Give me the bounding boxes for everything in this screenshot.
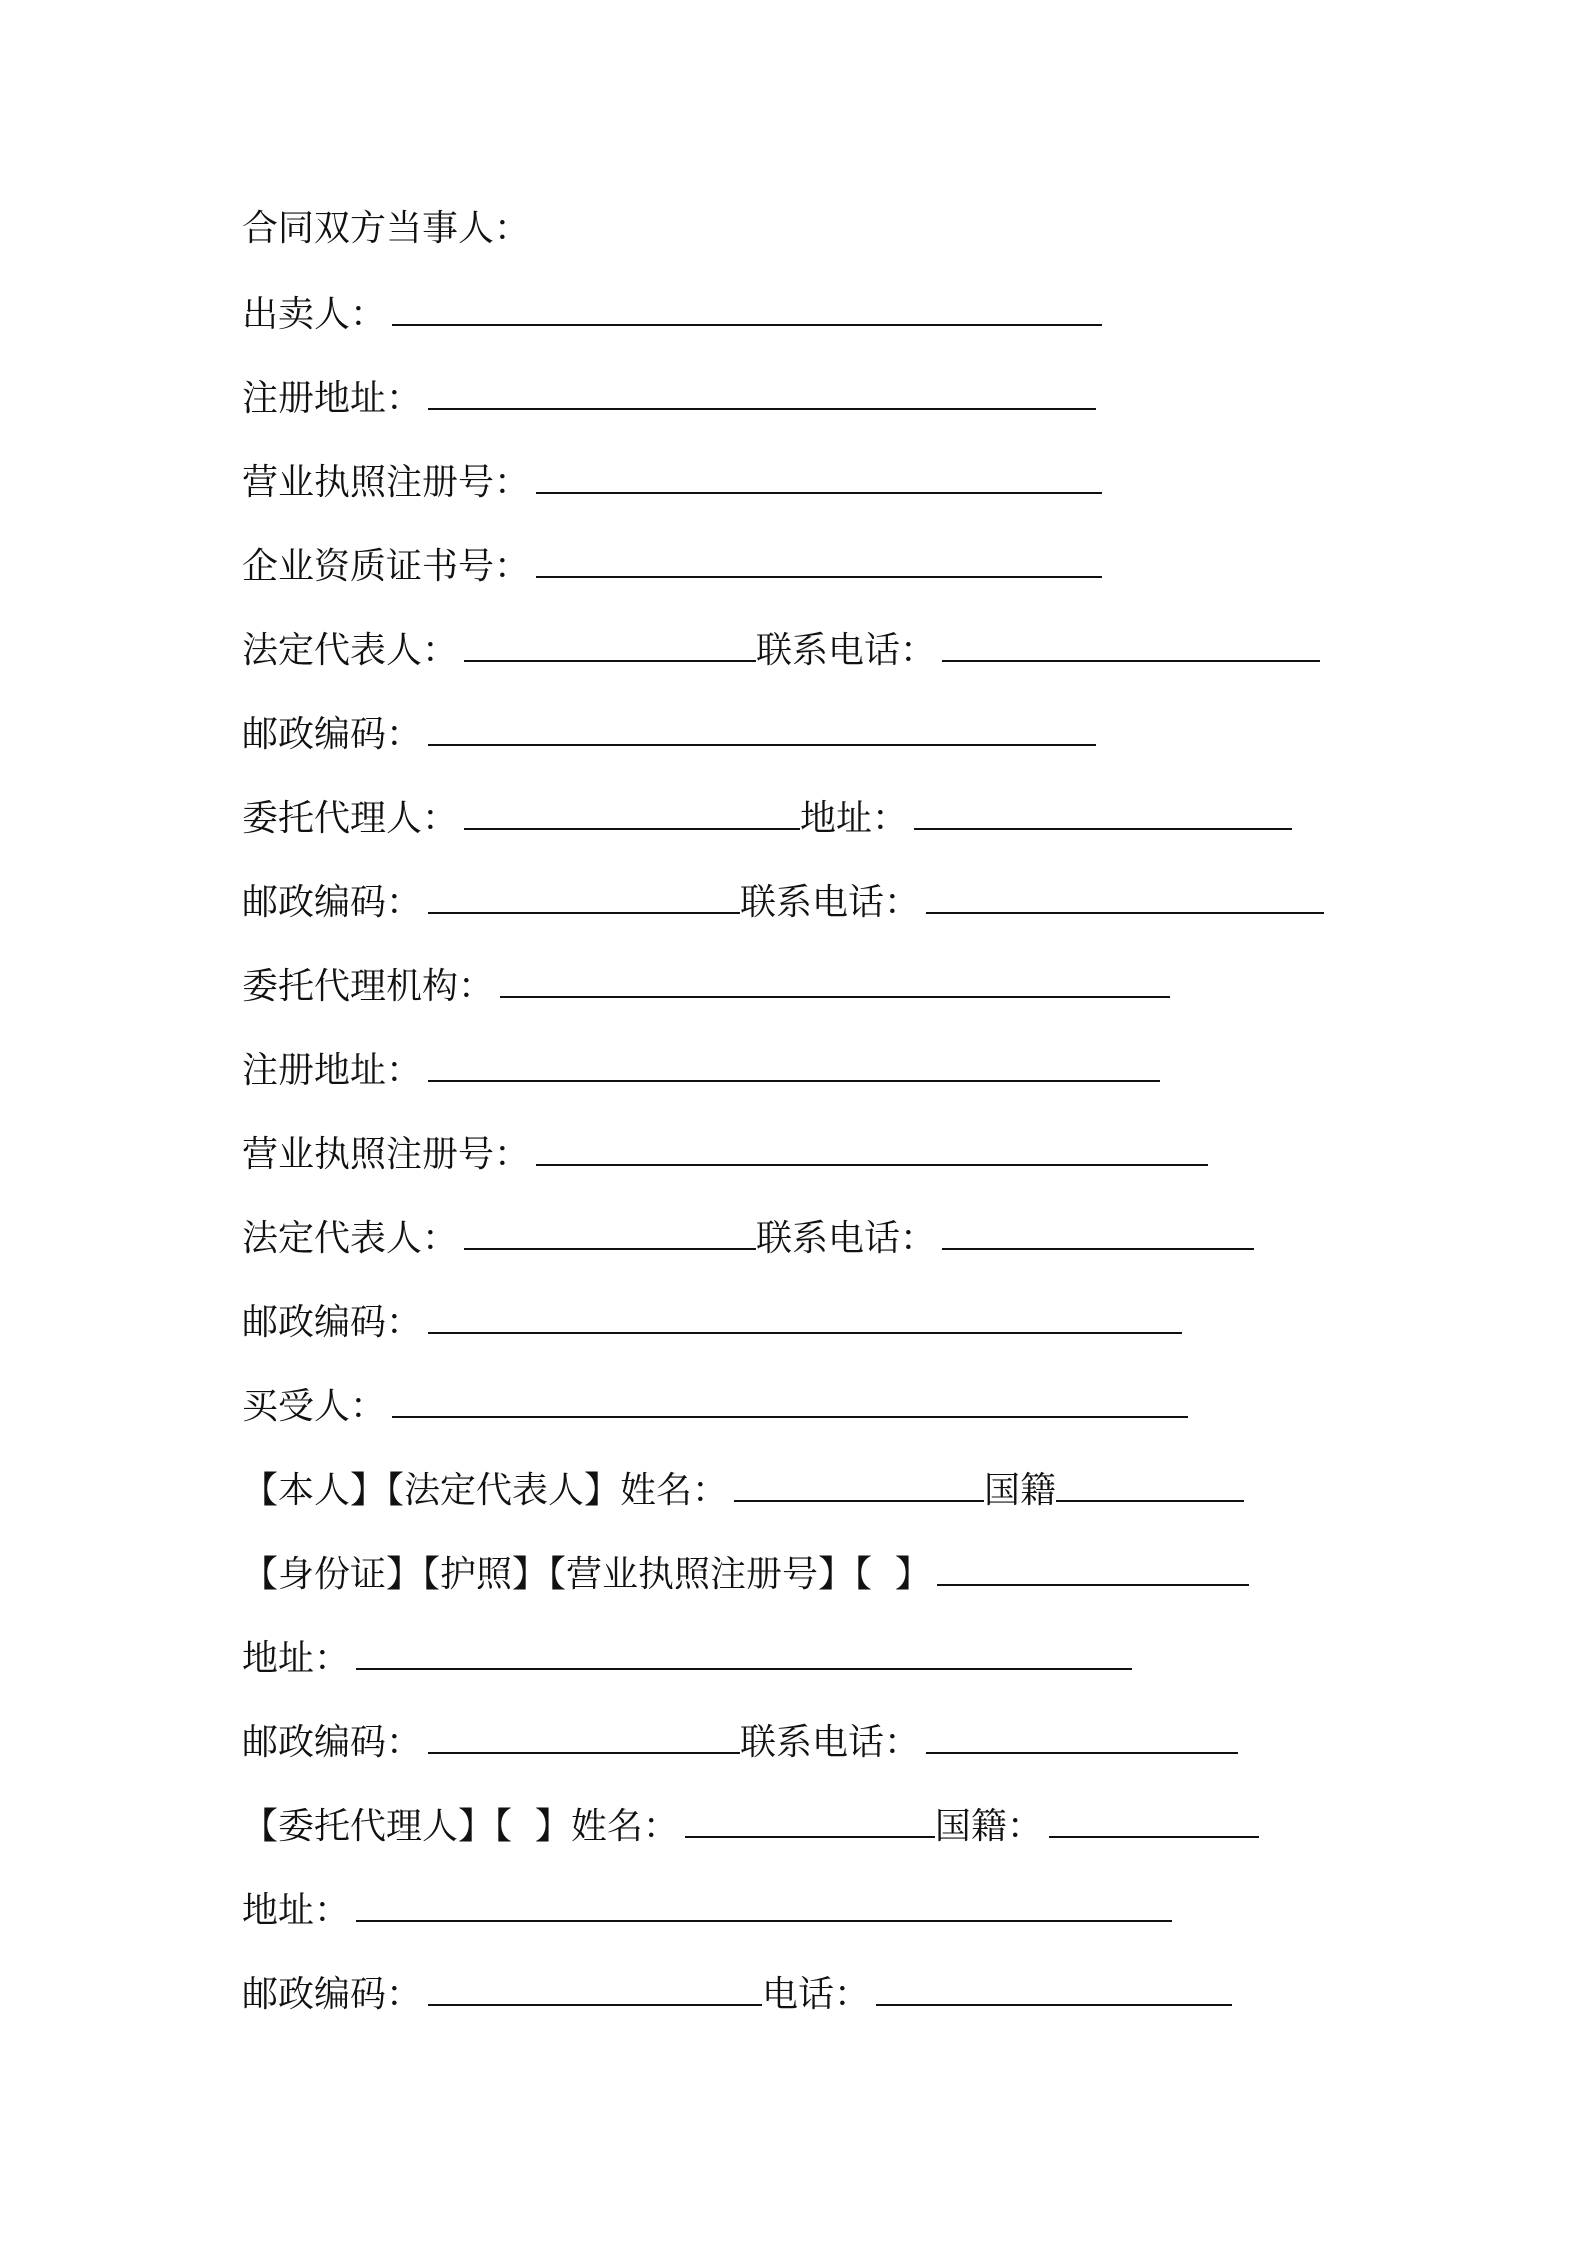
buyer-phone-label: 联系电话：: [740, 1722, 921, 1763]
buyer-address-line: [242, 1629, 1132, 1689]
buyer-identity-label: 【本人】【法定代表人】姓名：: [242, 1470, 729, 1511]
buyer-agent-phone-label: 电话：: [762, 1974, 871, 2015]
buyer-id-number-blank[interactable]: [937, 1548, 1249, 1586]
buyer-line: [242, 1377, 1188, 1437]
seller-agent-address-blank[interactable]: [914, 792, 1292, 830]
buyer-agent-name-blank[interactable]: [685, 1800, 935, 1838]
parties-heading: [242, 199, 530, 259]
agency-label: 委托代理机构：: [242, 966, 495, 1007]
agency-postal-label: 邮政编码：: [242, 1302, 423, 1343]
seller-agent-address-label: 地址：: [800, 798, 909, 839]
seller-agent-blank[interactable]: [464, 792, 800, 830]
buyer-name-blank[interactable]: [734, 1464, 984, 1502]
heading-text: 合同双方当事人：: [242, 208, 531, 249]
buyer-agent-postal-label: 邮政编码：: [242, 1974, 423, 2015]
agency-rep-line: [242, 1209, 1254, 1269]
buyer-agent-nationality-label: 国籍：: [934, 1806, 1043, 1847]
buyer-blank[interactable]: [392, 1380, 1188, 1418]
seller-address-label: 注册地址：: [242, 378, 423, 419]
seller-rep-blank[interactable]: [464, 624, 756, 662]
agency-phone-label: 联系电话：: [756, 1218, 937, 1259]
buyer-postal-blank[interactable]: [428, 1716, 740, 1754]
buyer-agent-address-label: 地址：: [242, 1890, 351, 1931]
buyer-postal-label: 邮政编码：: [242, 1722, 423, 1763]
seller-license-blank[interactable]: [536, 456, 1102, 494]
agency-rep-label: 法定代表人：: [242, 1218, 459, 1259]
seller-rep-line: [242, 621, 1320, 681]
buyer-id-type-line: [242, 1545, 1249, 1605]
buyer-agent-nationality-blank[interactable]: [1049, 1800, 1259, 1838]
seller-postal-blank[interactable]: [428, 708, 1096, 746]
buyer-nationality-blank[interactable]: [1056, 1464, 1244, 1502]
buyer-agent-postal-line: [242, 1965, 1232, 2025]
seller-agent-phone-label: 联系电话：: [740, 882, 921, 923]
buyer-agent-phone-blank[interactable]: [876, 1968, 1232, 2006]
seller-agent-postal-label: 邮政编码：: [242, 882, 423, 923]
buyer-id-type-label: 【身份证】【护照】【营业执照注册号】【 】: [242, 1554, 931, 1595]
agency-rep-blank[interactable]: [464, 1212, 756, 1250]
seller-postal-line: [242, 705, 1096, 765]
buyer-postal-line: [242, 1713, 1238, 1773]
seller-blank[interactable]: [392, 288, 1102, 326]
seller-address-line: [242, 369, 1096, 429]
buyer-label: 买受人：: [242, 1386, 387, 1427]
seller-postal-label: 邮政编码：: [242, 714, 423, 755]
buyer-agent-label: 【委托代理人】【 】姓名：: [242, 1806, 679, 1847]
agency-license-line: [242, 1125, 1208, 1185]
seller-cert-label: 企业资质证书号：: [242, 546, 531, 587]
seller-phone-label: 联系电话：: [756, 630, 937, 671]
agency-address-line: [242, 1041, 1160, 1101]
seller-license-line: [242, 453, 1102, 513]
seller-label: 出卖人：: [242, 294, 387, 335]
buyer-agent-postal-blank[interactable]: [428, 1968, 762, 2006]
seller-agent-phone-blank[interactable]: [926, 876, 1324, 914]
agency-address-blank[interactable]: [428, 1044, 1160, 1082]
buyer-address-label: 地址：: [242, 1638, 351, 1679]
seller-agent-postal-line: [242, 873, 1324, 933]
seller-agent-line: [242, 789, 1292, 849]
agency-blank[interactable]: [500, 960, 1170, 998]
buyer-identity-line: [242, 1461, 1244, 1521]
buyer-address-blank[interactable]: [356, 1632, 1132, 1670]
agency-postal-blank[interactable]: [428, 1296, 1182, 1334]
seller-license-label: 营业执照注册号：: [242, 462, 531, 503]
seller-address-blank[interactable]: [428, 372, 1096, 410]
agency-license-blank[interactable]: [536, 1128, 1208, 1166]
buyer-phone-blank[interactable]: [926, 1716, 1238, 1754]
seller-phone-blank[interactable]: [942, 624, 1320, 662]
agency-license-label: 营业执照注册号：: [242, 1134, 531, 1175]
agency-address-label: 注册地址：: [242, 1050, 423, 1091]
agency-postal-line: [242, 1293, 1182, 1353]
seller-line: [242, 285, 1102, 345]
buyer-agent-address-line: [242, 1881, 1172, 1941]
seller-agent-label: 委托代理人：: [242, 798, 459, 839]
seller-cert-blank[interactable]: [536, 540, 1102, 578]
buyer-nationality-label: 国籍: [984, 1470, 1057, 1511]
agency-phone-blank[interactable]: [942, 1212, 1254, 1250]
seller-rep-label: 法定代表人：: [242, 630, 459, 671]
agency-line: [242, 957, 1170, 1017]
buyer-agent-line: [242, 1797, 1259, 1857]
seller-cert-line: [242, 537, 1102, 597]
seller-agent-postal-blank[interactable]: [428, 876, 740, 914]
buyer-agent-address-blank[interactable]: [356, 1884, 1172, 1922]
